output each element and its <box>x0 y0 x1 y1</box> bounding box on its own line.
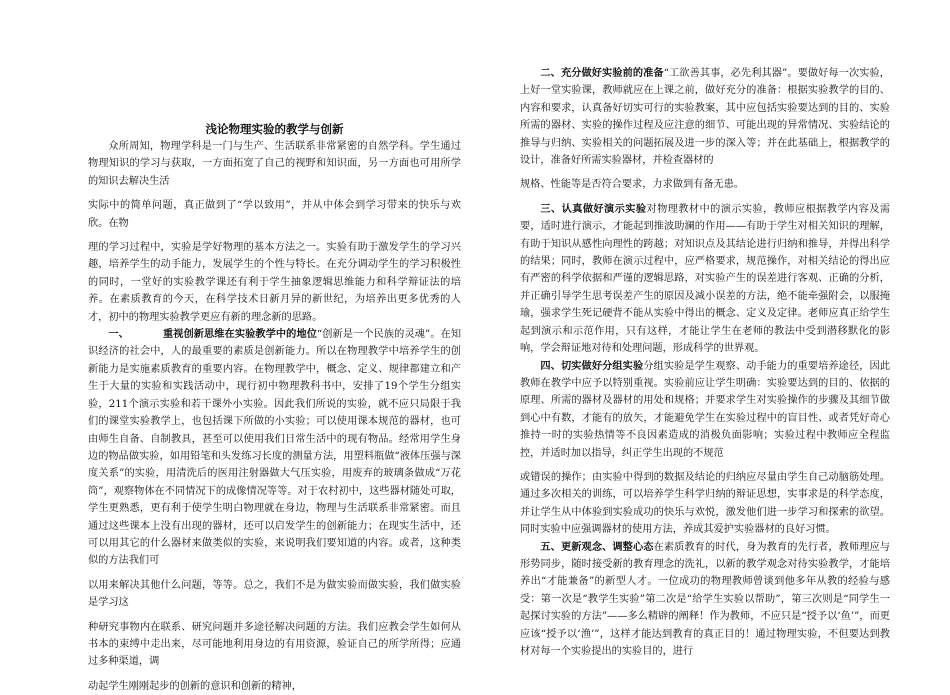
section-2-paragraph-cont <box>520 176 890 193</box>
section-1-paragraph <box>88 326 461 570</box>
section-3-heading: 三、认真做好演示实验 <box>540 202 647 215</box>
section-1-number: 一、 <box>108 328 129 341</box>
section-2-text-2: 规格、性能等是否符合要求，力求做到有备无患。 <box>520 179 745 191</box>
section-4-text-2: 或错误的操作；由实验中得到的数据及结论的归纳应尽量由学生自己动脑筋处理。 通过多次相关的训练，可以培养学生科学归纳的辩证思想，实事求是的科学态度，并让学生从中体验到实验成功的快乐与欢悦，激发他们进一步学习和探索的欲望。同时实验中应强调器材的使用方法，养成其爱护实验器材的良好习惯。 <box>520 471 890 536</box>
section-1-paragraph-cont <box>88 577 461 612</box>
section-1-text-4: 动起学生刚刚起步的创新的意识和创新的精神， <box>88 680 302 692</box>
intro-paragraph-cont <box>88 197 461 232</box>
section-5-text-1: 在素质教育的时代，身为教育的先行者，教师理应与形势同步，随时接受新的教育理念的洗礼，以新的教学观念对待实验教学，才能培养出“才能兼备”的新型人才。一位成功的物理教师曾谈到他多年从教的经验与感受：第一次是“教学生实验”第二次是“给学生实验以帮助”，第三次则是“同学生一起探讨实验的方法”——多么精辟的阐释！作为教师，不应只是“授予以‘鱼’”，而更应该“授予以‘渔’”，这样才能达到教育的真正目的！通过物理实验，不但要达到教材对每一个实验提出的实验目的，进行 <box>520 541 890 657</box>
section-2-text-1: “工欲善其事，必先利其器”。要做好每一次实验，上好一堂实验课，教师就应在上课之前，做好充分的准备：根据实验教学的目的、内容和要求，认真备好切实可行的实验教案，其中应包括实验要达到的目的、实验所需的器材、实验的操作过程及应注意的细节、可能出现的异常情况、实验结论的推导与归纳、实验相关的问题拓展及进一步的深入等；并在此基础上，根据教学的设计，准备好所需实验器材，并检查器材的 <box>520 68 890 167</box>
section-1-heading <box>108 328 317 340</box>
section-4-heading: 四、切实做好分组实验 <box>540 359 644 372</box>
section-1-text-2: 以用来解决其他什么问题，等等。总之，我们不是为做实验而做实验，我们做实验是学习这 <box>88 579 461 609</box>
section-3 <box>520 201 890 358</box>
section-5-heading: 五、更新观念、调整心态 <box>540 540 654 553</box>
right-column <box>520 0 890 658</box>
section-5 <box>520 539 890 661</box>
section-4-paragraph <box>520 358 890 462</box>
intro-text-2: 实际中的简单问题，真正做到了“学以致用”，并从中体会到学习带来的快乐与欢欣。在物 <box>88 200 461 229</box>
section-3-text-1: 对物理教材中的演示实验，教师应根据教学内容及需要，适时进行演示，才能起到推波助澜的作用——有助于学生对相关知识的理解，有助于知识从感性向理性的跨越；对知识点及其结论进行归纳和推导，并得出科学的结果；同时，教师在演示过程中，应严格要求，规范操作，对相关结论的得出应有严密的科学依据和严谨的逻辑思路，对实验产生的误差进行客观、正确的分析，并正确引导学生思考误差产生的原因及减小误差的方法，绝不能牵强附会，以服掩瑜，强求学生死记硬背不能从实验中得出的概念、定义及定律。老师应真正给学生起到演示和示范作用，只有这样，才能让学生在老师的教法中受到潜移默化的影响，学会辩证地对待和处理问题，形成科学的世界观。 <box>520 203 891 355</box>
section-5-paragraph <box>520 539 890 661</box>
section-4-text-1: 分组实验是学生观察、动手能力的重要培养途径，因此教师在教学中应予以特别重视。实验前应让学生明确：实验要达到的目的、依据的原理、所需的器材及器材的用处和规格；并要求学生对实验操作的步骤及其细节做到心中有数，才能有的放矢，才能避免学生在实验过程中的盲目性、或者凭好奇心推持一时的实验热情等不良因素造成的消极负面影响；实验过程中教师应全程监控，并适时加以指导，纠正学生出现的不规范 <box>520 360 891 459</box>
page-title: 浅论物理实验的教学与创新 <box>205 122 344 136</box>
section-4 <box>520 358 890 539</box>
intro-text-3: 理的学习过程中，实验是学好物理的基本方法之一。实验有助于激发学生的学习兴趣，培养学生的动手能力，发展学生的个性与特长。在充分调动学生的学习积极性的同时，一堂好的实验教学课还有利于学生抽象逻辑思维能力和科学辩证法的培养。在素质教育的今天，在科学技术日新月异的新世纪，为培养出更多优秀的人才，初中的物理实验教学更应有新的理念新的思路。 <box>88 242 461 323</box>
intro-paragraph-cont2 <box>88 239 461 326</box>
section-1-paragraph-cont3 <box>88 678 461 695</box>
section-1-paragraph-cont2 <box>88 619 461 671</box>
intro-text-1: 众所周知，物理学科是一门与生产、生活联系非常紧密的自然学科。学生通过物理知识的学习与获取，一方面拓宽了自己的视野和知识面，另一方面也可用所学的知识去解决生活 <box>88 141 461 187</box>
intro-paragraph <box>88 138 461 190</box>
left-column <box>88 0 462 692</box>
section-4-paragraph-cont <box>520 469 890 539</box>
section-3-paragraph <box>520 201 890 358</box>
intro-section <box>88 138 461 326</box>
section-1-title: 重视创新思维在实验教学中的地位 <box>162 328 317 341</box>
section-1 <box>88 326 461 695</box>
section-1-text-1: “创新是一个民族的灵魂”。在知识经济的社会中，人的最重要的素质是创新能力。所以在物理教学中培养学生的创新能力是实施素质教育的重要内容。在物理教学中，概念、定义、规律都建立和产生于大量的实验和实践活动中，现行初中物理教科书中，安排了19个学生分组实验，211个演示实验和若干课外小实验。因此我们所说的实验，就不应只局限于我们的课堂实验教学上，也包括课下所做的小实验；可以使用课本规范的器材，也可由师生自备、自制教具，甚至可以使用我们日常生活中的现有物品。经常用学生身边的物品做实验，如用铅笔和头发练习长度的测量方法，用塑料瓶做“液体压强与深度关系”的实验，用清洗后的医用注射器做大气压实验，用废弃的玻璃条做成“万花筒”，观察物体在不同情况下的成像情况等等。对于农村初中，这些器材随处可取，学生更熟悉，更有利于使学生明白物理就在身边，物理与生活联系非常紧密。而且通过这些课本上没有出现的器材，还可以启发学生的创新能力；在现实生活中，还可以用其它的什么器材来做类似的实验，来说明我们要知道的内容。或者，这种类似的方法我们可 <box>88 329 462 567</box>
section-2 <box>520 65 890 194</box>
section-1-text-3: 种研究事物内在联系、研究问题并多途径解决问题的方法。我们应教会学生如何从书本的束缚中走出来，尽可能地利用身边的有用资源，验证自己的所学所得；应通过多种渠道，调 <box>88 621 461 668</box>
section-2-paragraph <box>520 65 890 169</box>
section-2-heading: 二、充分做好实验前的准备 <box>540 67 664 79</box>
